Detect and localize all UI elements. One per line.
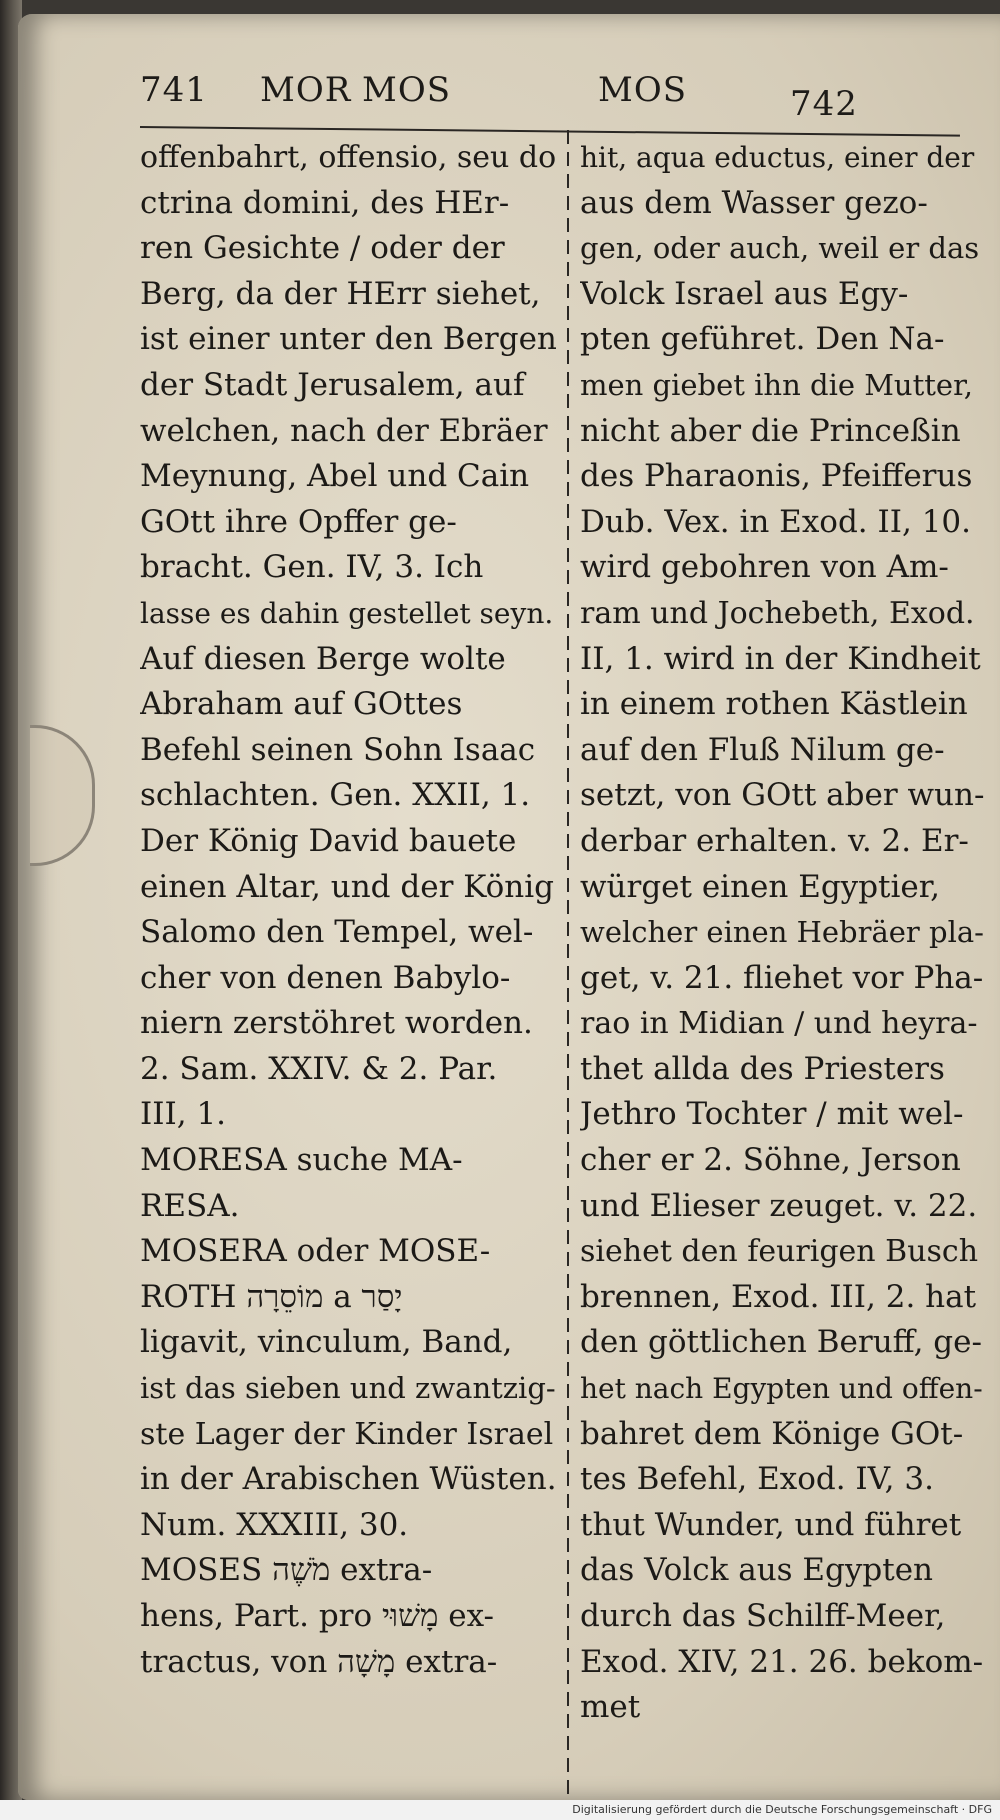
text-line: gen, oder auch, weil er das xyxy=(580,231,980,266)
text-line: ligavit, vinculum, Band, xyxy=(140,1324,513,1361)
text-line: Num. XXXIII, 30. xyxy=(140,1506,409,1543)
text-line: wird gebohren von Am- xyxy=(580,549,949,586)
text-line: het nach Egypten und offen- xyxy=(580,1372,983,1406)
text-line: III, 1. xyxy=(140,1096,227,1133)
text-line: Berg, da der HErr siehet, xyxy=(140,275,541,312)
text-line: ist einer unter den Bergen xyxy=(140,321,557,358)
running-header xyxy=(140,70,980,126)
text-line: bahret dem Könige GOt- xyxy=(580,1415,964,1452)
text-line: rao in Midian / und heyra- xyxy=(580,1006,978,1042)
text-line: ram und Jochebeth, Exod. xyxy=(580,595,975,631)
text-line: den göttlichen Beruff, ge- xyxy=(580,1324,982,1361)
text-line: brennen, Exod. III, 2. hat xyxy=(580,1278,977,1315)
text-line: met xyxy=(580,1689,641,1726)
text-line: einen Altar, und der König xyxy=(140,868,554,905)
text-line: 2. Sam. XXIV. & 2. Par. xyxy=(140,1050,498,1087)
page-number-left: 741 xyxy=(140,70,208,110)
text-line: thet allda des Priesters xyxy=(580,1050,945,1087)
text-line: men giebet ihn die Mutter, xyxy=(580,367,973,402)
text-line: cher von denen Babylo- xyxy=(140,959,511,996)
text-line: in einem rothen Kästlein xyxy=(580,686,968,723)
text-line: welcher einen Hebräer pla- xyxy=(580,915,984,950)
text-line: siehet den feurigen Busch xyxy=(580,1234,979,1270)
header-word-mos-right: MOS xyxy=(598,70,687,110)
right-column xyxy=(580,135,985,1731)
text-line: des Pharaonis, Pfeifferus xyxy=(580,458,973,495)
text-line: Volck Israel aus Egy- xyxy=(580,275,909,312)
text-line: cher er 2. Söhne, Jerson xyxy=(580,1142,961,1179)
text-line: und Elieser zeuget. v. 22. xyxy=(580,1187,978,1224)
text-line: lasse es dahin gestellet seyn. xyxy=(140,596,554,630)
text-line: Der König David bauete xyxy=(140,822,517,859)
text-line: niern zerstöhret worden. xyxy=(140,1005,533,1042)
text-line: Dub. Vex. in Exod. II, 10. xyxy=(580,503,972,540)
text-line: tes Befehl, Exod. IV, 3. xyxy=(580,1461,934,1498)
text-line: Jethro Tochter / mit wel- xyxy=(580,1096,964,1133)
text-line: get, v. 21. fliehet vor Pha- xyxy=(580,959,984,996)
text-line: bracht. Gen. IV, 3. Ich xyxy=(140,549,484,586)
header-word-mos-left: MOS xyxy=(362,70,451,110)
text-line: thut Wunder, und führet xyxy=(580,1506,962,1543)
text-line: ist das sieben und zwantzig- xyxy=(140,1371,556,1406)
text-line: Abraham auf GOttes xyxy=(140,686,463,723)
text-line: MOSERA oder MOSE- xyxy=(140,1233,491,1270)
text-line: RESA. xyxy=(140,1187,240,1224)
text-line: Meynung, Abel und Cain xyxy=(140,458,530,495)
text-line: auf den Fluß Nilum ge- xyxy=(580,731,945,768)
text-line: durch das Schilff-Meer, xyxy=(580,1598,946,1634)
text-line: MOSES מֹשֶׁה extra- xyxy=(140,1552,433,1589)
text-line: der Stadt Jerusalem, auf xyxy=(140,366,525,403)
text-line: ROTH מוֹסֵרָה a יָסַר xyxy=(140,1278,403,1315)
text-line: setzt, von GOtt aber wun- xyxy=(580,777,985,814)
text-line: nicht aber die Princeßin xyxy=(580,412,961,449)
header-word-mor: MOR xyxy=(260,70,352,110)
text-line: pten geführet. Den Na- xyxy=(580,321,945,358)
text-line: hens, Part. pro מָשׁוּי ex- xyxy=(140,1598,495,1634)
text-line: hit, aqua eductus, einer der xyxy=(580,141,975,174)
left-column xyxy=(140,135,560,1685)
footer-credit: Digitalisierung gefördert durch die Deutsche Forschungsgemeinschaft · DFG xyxy=(572,1803,992,1816)
text-line: das Volck aus Egypten xyxy=(580,1552,934,1589)
column-divider xyxy=(567,130,569,1820)
text-line: ren Gesichte / oder der xyxy=(140,230,505,267)
text-line: würget einen Egyptier, xyxy=(580,868,941,905)
text-line: Exod. XIV, 21. 26. bekom- xyxy=(580,1643,984,1680)
text-line: schlachten. Gen. XXII, 1. xyxy=(140,777,531,814)
text-line: II, 1. wird in der Kindheit xyxy=(580,640,981,677)
text-line: Auf diesen Berge wolte xyxy=(140,640,506,677)
text-line: welchen, nach der Ebräer xyxy=(140,412,548,449)
text-line: MORESA suche MA- xyxy=(140,1142,463,1179)
text-line: tractus, von מָשָׁה extra- xyxy=(140,1643,498,1680)
text-line: Befehl seinen Sohn Isaac xyxy=(140,731,536,768)
text-line: ste Lager der Kinder Israel xyxy=(140,1416,554,1452)
text-line: aus dem Wasser gezo- xyxy=(580,184,928,221)
text-line: derbar erhalten. v. 2. Er- xyxy=(580,822,969,859)
text-line: GOtt ihre Opffer ge- xyxy=(140,503,457,540)
text-line: Salomo den Tempel, wel- xyxy=(140,914,534,951)
digitization-footer xyxy=(0,1800,1000,1820)
text-line: ctrina domini, des HEr- xyxy=(140,184,510,221)
page-number-right: 742 xyxy=(790,84,858,124)
text-line: in der Arabischen Wüsten. xyxy=(140,1461,557,1498)
text-line: offenbahrt, offensio, seu do xyxy=(140,140,557,175)
